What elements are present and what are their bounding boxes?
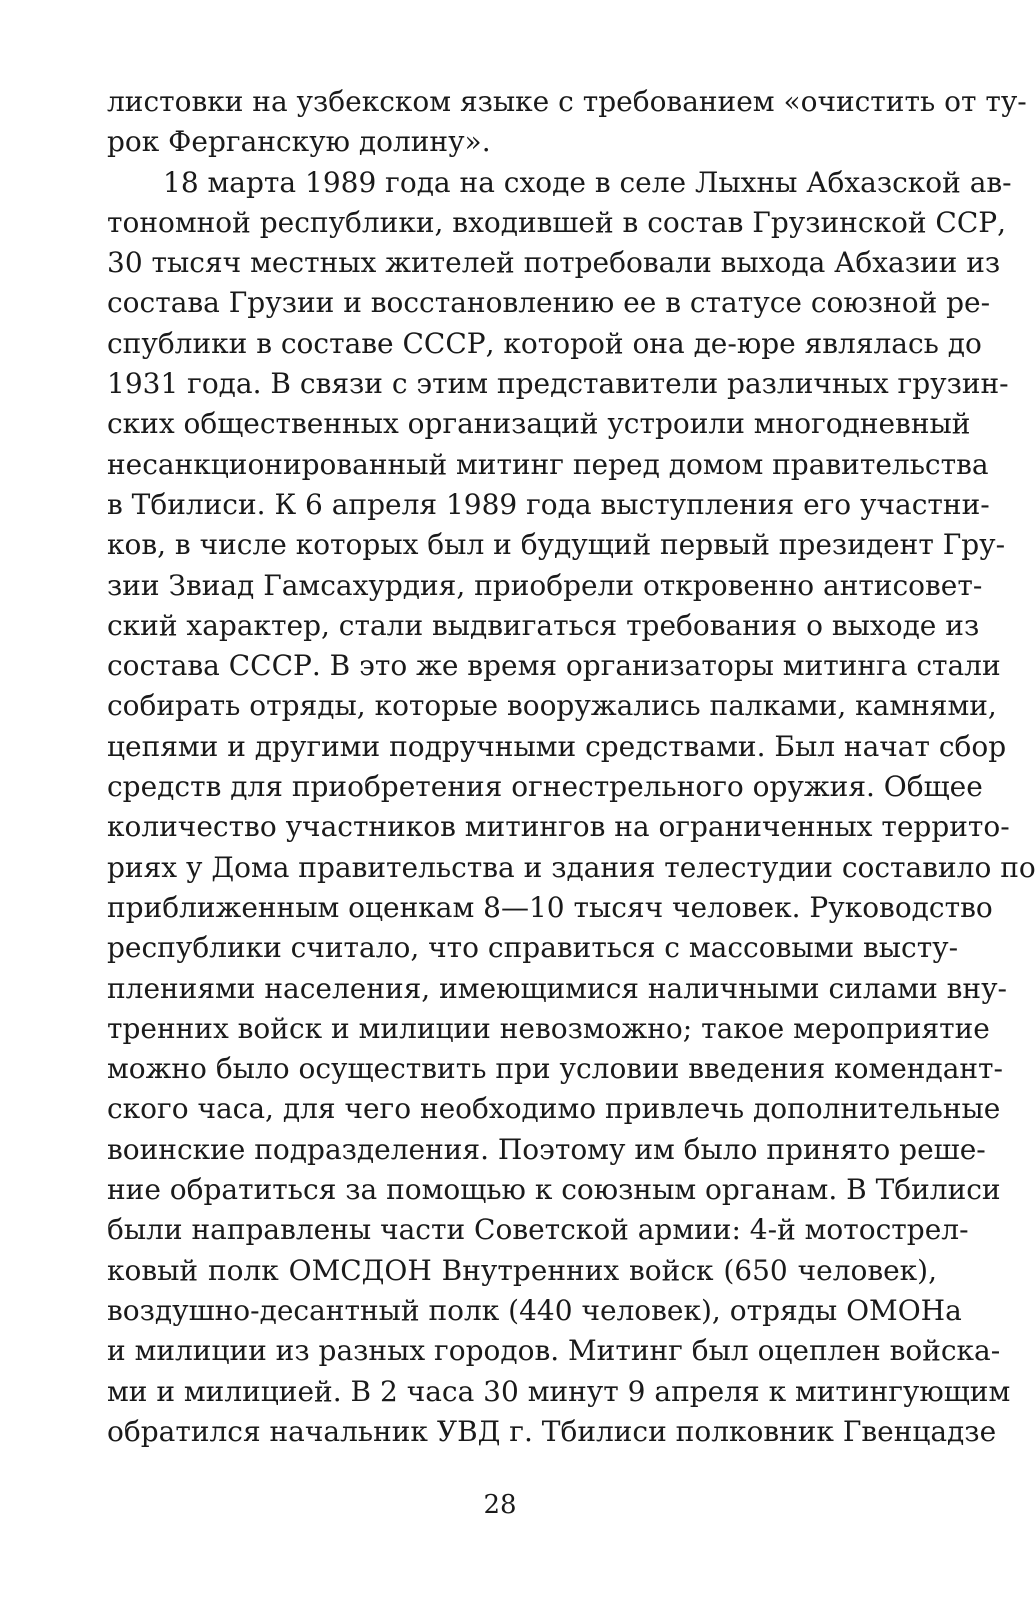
text-line: тренних войск и милиции невозможно; такое мероприятие (107, 1011, 990, 1045)
text-line: в Тбилиси. К 6 апреля 1989 года выступления его участни- (107, 487, 990, 521)
text-line: можно было осуществить при условии введения комендант- (107, 1052, 1003, 1086)
text-line: были направлены части Советской армии: 4-й мотострел- (107, 1213, 969, 1247)
body-text (107, 82, 1036, 1492)
text-line: состава СССР. В это же время организаторы митинга стали (107, 649, 1001, 683)
text-line: тономной республики, входившей в состав Грузинской ССР, (107, 205, 1007, 239)
text-line: обратился начальник УВД г. Тбилиси полковник Гвенцадзе (107, 1414, 997, 1448)
text-line: собирать отряды, которые вооружались палками, камнями, (107, 689, 997, 723)
text-line: цепями и другими подручными средствами. Был начат сбор (107, 729, 1007, 763)
text-line: ми и милицией. В 2 часа 30 минут 9 апреля к митингующим (107, 1374, 1011, 1408)
text-line: республики считало, что справиться с массовыми высту- (107, 931, 959, 965)
text-line: количество участников митингов на ограниченных террито- (107, 810, 1010, 844)
text-line: ских общественных организаций устроили многодневный (107, 407, 971, 441)
text-line: ние обратиться за помощью к союзным органам. В Тбилиси (107, 1173, 1001, 1207)
text-line: ский характер, стали выдвигаться требования о выходе из (107, 608, 980, 642)
text-line: ков, в числе которых был и будущий первый президент Гру- (107, 528, 1006, 562)
text-line: 30 тысяч местных жителей потребовали выхода Абхазии из (107, 246, 1001, 280)
text-line: спублики в составе СССР, которой она де-юре являлась до (107, 326, 982, 360)
text-line: и милиции из разных городов. Митинг был оцеплен войска- (107, 1334, 1001, 1368)
text-line: средств для приобретения огнестрельного оружия. Общее (107, 770, 983, 804)
text-line: плениями населения, имеющимися наличными силами вну- (107, 971, 1008, 1005)
text-line: 18 марта 1989 года на сходе в селе Лыхны Абхазской ав- (163, 165, 1012, 199)
text-line: воинские подразделения. Поэтому им было принято реше- (107, 1132, 986, 1166)
text-line: листовки на узбекском языке с требованием «очистить от ту- (107, 85, 1027, 118)
text-line (107, 1452, 937, 1492)
text-line: риях у Дома правительства и здания телестудии составило по (107, 850, 1036, 884)
text-line: воздушно-десантный полк (440 человек), отряды ОМОНа (107, 1293, 962, 1327)
text-line: ского часа, для чего необходимо привлечь дополнительные (107, 1092, 1001, 1126)
text-line: рок Ферганскую долину». (107, 125, 491, 159)
text-line: несанкционированный митинг перед домом правительства (107, 447, 989, 481)
text-line: 1931 года. В связи с этим представители различных грузин- (107, 367, 1009, 401)
text-line: зии Звиад Гамсахурдия, приобрели откровенно антисовет- (107, 568, 983, 602)
text-line: состава Грузии и восстановлению ее в статусе союзной ре- (107, 286, 991, 320)
text-line: ковый полк ОМСДОН Внутренних войск (650 человек), (107, 1253, 937, 1287)
page-number: 28 (483, 1490, 517, 1520)
text-line: приближенным оценкам 8—10 тысяч человек. Руководство (107, 890, 993, 924)
